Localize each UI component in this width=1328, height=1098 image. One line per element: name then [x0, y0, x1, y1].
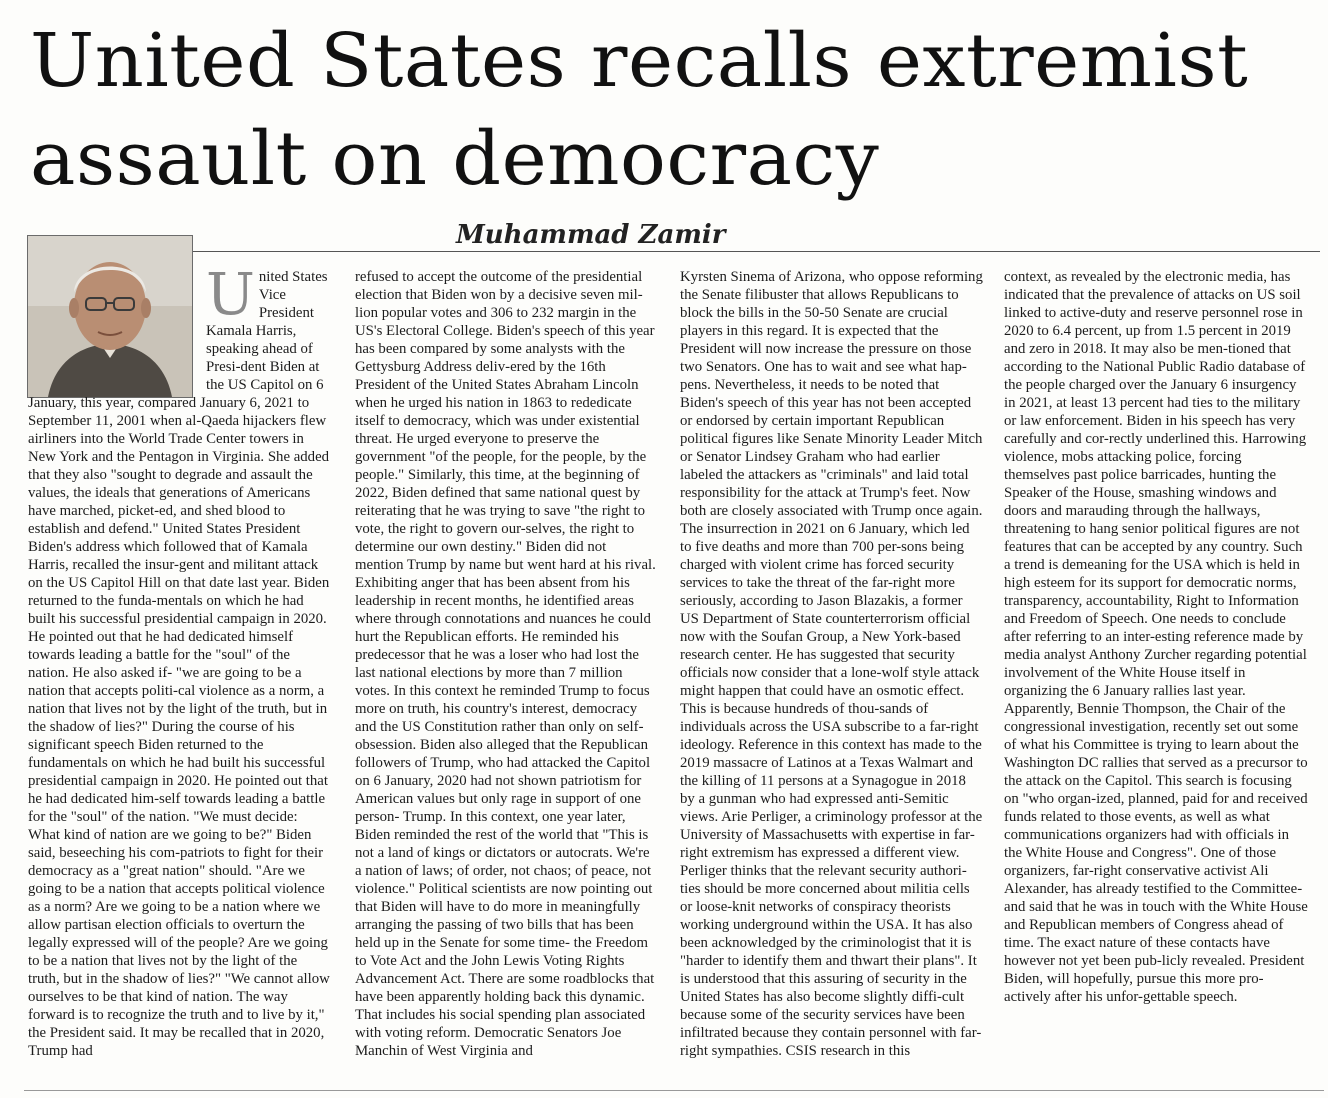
- article-column-4: [1004, 268, 1310, 1080]
- headline: United States recalls extremist assault on democracy: [30, 18, 1249, 202]
- byline-rule: [30, 251, 1320, 252]
- column-2-text: refused to accept the outcome of the presidential election that Biden won by a decisive seven mil-lion popular votes and 306 to 232 margin in the US's Electoral College. Biden's speech of this year has been compared by some analysts with the Gettysburg Address deliv-ered by the 16th President of the United States Abraham Lincoln when he urged his nation in 1863 to rededicate itself to democracy, which was under existential threat. He urged everyone to preserve the government "of the people, for the people, by the people." Similarly, this time, at the beginning of 2022, Biden defined that same national quest by reiterating that he was trying to save "the right to vote, the right to govern our-selves, the right to determine our own destiny." Biden did not mention Trump by name but went hard at his rival. Exhibiting anger that has been absent from his leadership in recent months, he identified areas where through connotations and nuances he could hurt the Republican efforts. He reminded his predecessor that he was a loser who had lost the last national elections by more than 7 million votes. In this context he reminded Trump to focus more on truth, his country's interest, democracy and the US Constitution rather than only on self-obsession. Biden also alleged that the Republican followers of Trump, who had attacked the Capitol on 6 January, 2020 had not shown patriotism for American values but only rage in support of one person- Trump. In this context, one year later, Biden reminded the rest of the world that "This is not a land of kings or dictators or autocrats. We're a nation of laws; of order, not chaos; of peace, not violence." Political scientists are now pointing out that Biden will have to do more in meaningfully arranging the passing of two bills that has been held up in the Senate for some time- the Freedom to Vote Act and the John Lewis Voting Rights Advancement Act. There are some roadblocks that have been apparently holding back this dynamic. That includes his social spending plan associated with voting reform. Democratic Senators Joe Manchin of West Virginia and: [355, 269, 656, 1059]
- bottom-rule: [24, 1090, 1324, 1091]
- column-4-text: context, as revealed by the electronic media, has indicated that the prevalence of attacks on US soil linked to active-duty and reserve personnel rose in 2020 to 6.4 percent, up from 1.5 percent in 2019 and zero in 2018. It may also be men-tioned that according to the National Public Radio database of the people charged over the January 6 insurgency in 2021, at least 13 percent had ties to the military or law enforcement. Biden in his speech has very carefully and cor-rectly underlined this. Harrowing violence, mobs attacking police, forcing themselves past police barricades, hunting the Speaker of the House, smashing windows and doors and marauding through the hallways, threatening to hang senior political figures are not features that can be accepted by any country. Such a trend is demeaning for the USA which is held in high esteem for its support for democratic norms, transparency, accountability, Right to Information and Freedom of Speech. One needs to conclude after referring to an inter-esting reference made by media analyst Anthony Zurcher regarding potential involvement of the White House itself in organizing the 6 January rallies last year. Apparently, Bennie Thompson, the Chair of the congressional investigation, recently set out some of what his Committee is trying to learn about the Washington DC rallies that served as a precursor to the attack on the Capitol. This search is focusing on "who organ-ized, planned, paid for and received funds related to those events, as well as what communications organizers had with officials in the White House and Congress". One of those organizers, far-right conservative activist Ali Alexander, has already testified to the Committee- and said that he was in touch with the White House and Republican members of Congress ahead of time. The exact nature of these contacts have however not yet been pub-licly revealed. President Biden, will hopefully, pursue this more pro-actively after his unfor-gettable speech.: [1004, 269, 1308, 1005]
- column-3-text: Kyrsten Sinema of Arizona, who oppose reforming the Senate filibuster that allows Republicans to block the bills in the 50-50 Senate are crucial players in this regard. It is expected that the President will now increase the pressure on those two Senators. One has to wait and see what hap-pens. Nevertheless, it needs to be noted that Biden's speech of this year has not been accepted or endorsed by certain important Republican political figures like Senate Minority Leader Mitch or Senator Lindsey Graham who had earlier labeled the attackers as "criminals" and laid total responsibility for the attack at Trump's feet. Now both are closely associated with Trump once again. The insurrection in 2021 on 6 January, which led to five deaths and more than 700 per-sons being charged with violent crime has forced security services to take the threat of the far-right more seriously, according to Jason Blazakis, a former US Department of State counterterrorism official now with the Soufan Group, a New York-based research center. He has suggested that security officials now consider that a lone-wolf style attack might happen that could have an osmotic effect. This is because hundreds of thou-sands of individuals across the USA subscribe to a far-right ideology. Reference in this context has made to the 2019 massacre of Latinos at a Texas Walmart and the killing of 11 persons at a Synagogue in 2018 by a gunman who had expressed anti-Semitic views. Arie Perliger, a criminology professor at the University of Massachusetts with expertise in far-right extremism has expressed a different view. Perliger thinks that the relevant security authori-ties should be more concerned about militia cells or loose-knit networks of conspiracy theorists working underground within the USA. It has also been acknowledged by the criminologist that it is "harder to identify them and thwart their plans". It is understood that this assuring of security in the United States has also become slightly diffi-cult because some of the security services have been infiltrated because they contain personnel with far-right sympathies. CSIS research in this: [680, 269, 983, 1059]
- article-column-3: [680, 268, 984, 1080]
- article-column-1: [28, 268, 332, 1080]
- byline: Muhammad Zamir: [456, 220, 726, 250]
- article-column-2: [355, 268, 658, 1080]
- dropcap: U: [206, 268, 255, 328]
- photo-spacer: [28, 268, 198, 378]
- column-1-text: nited States Vice President Kamala Harris, speaking ahead of Presi-dent Biden at the US Capitol on 6 January, this year, compared January 6, 2021 to September 11, 2001 when al-Qaeda hijackers flew airliners into the World Trade Center towers in New York and the Pentagon in Virginia. She added that they also "sought to degrade and assault the values, the ideals that generations of Americans have marched, picket-ed, and shed blood to establish and defend." United States President Biden's address which followed that of Kamala Harris, recalled the insur-gent and militant attack on the US Capitol Hill on that date last year. Biden returned to the funda-mentals on which he had built his successful presidential campaign in 2020. He pointed out that he had dedicated himself towards leading a battle for the "soul" of the nation. He also asked if- "we are going to be a nation that accepts politi-cal violence as a norm, a nation that lives not by the light of the truth, but in the shadow of lies?" During the course of his significant speech Biden returned to the fundamentals on which he had built his successful presidential campaign in 2020. He pointed out that he had dedicated him-self towards leading a battle for the "soul" of the nation. "We must decide: What kind of nation are we going to be?" Biden said, beseeching his com-patriots to fight for their democracy as a "great nation" should. "Are we going to be a nation that accepts political violence as a norm? Are we going to be a nation where we allow partisan election officials to overturn the legally expressed will of the people? Are we going to be a nation that lives not by the light of the truth, but in the shadow of lies?" "We cannot allow ourselves to be that kind of nation. The way forward is to recognize the truth and to live by it," the President said. It may be recalled that in 2020, Trump had: [28, 269, 330, 1059]
